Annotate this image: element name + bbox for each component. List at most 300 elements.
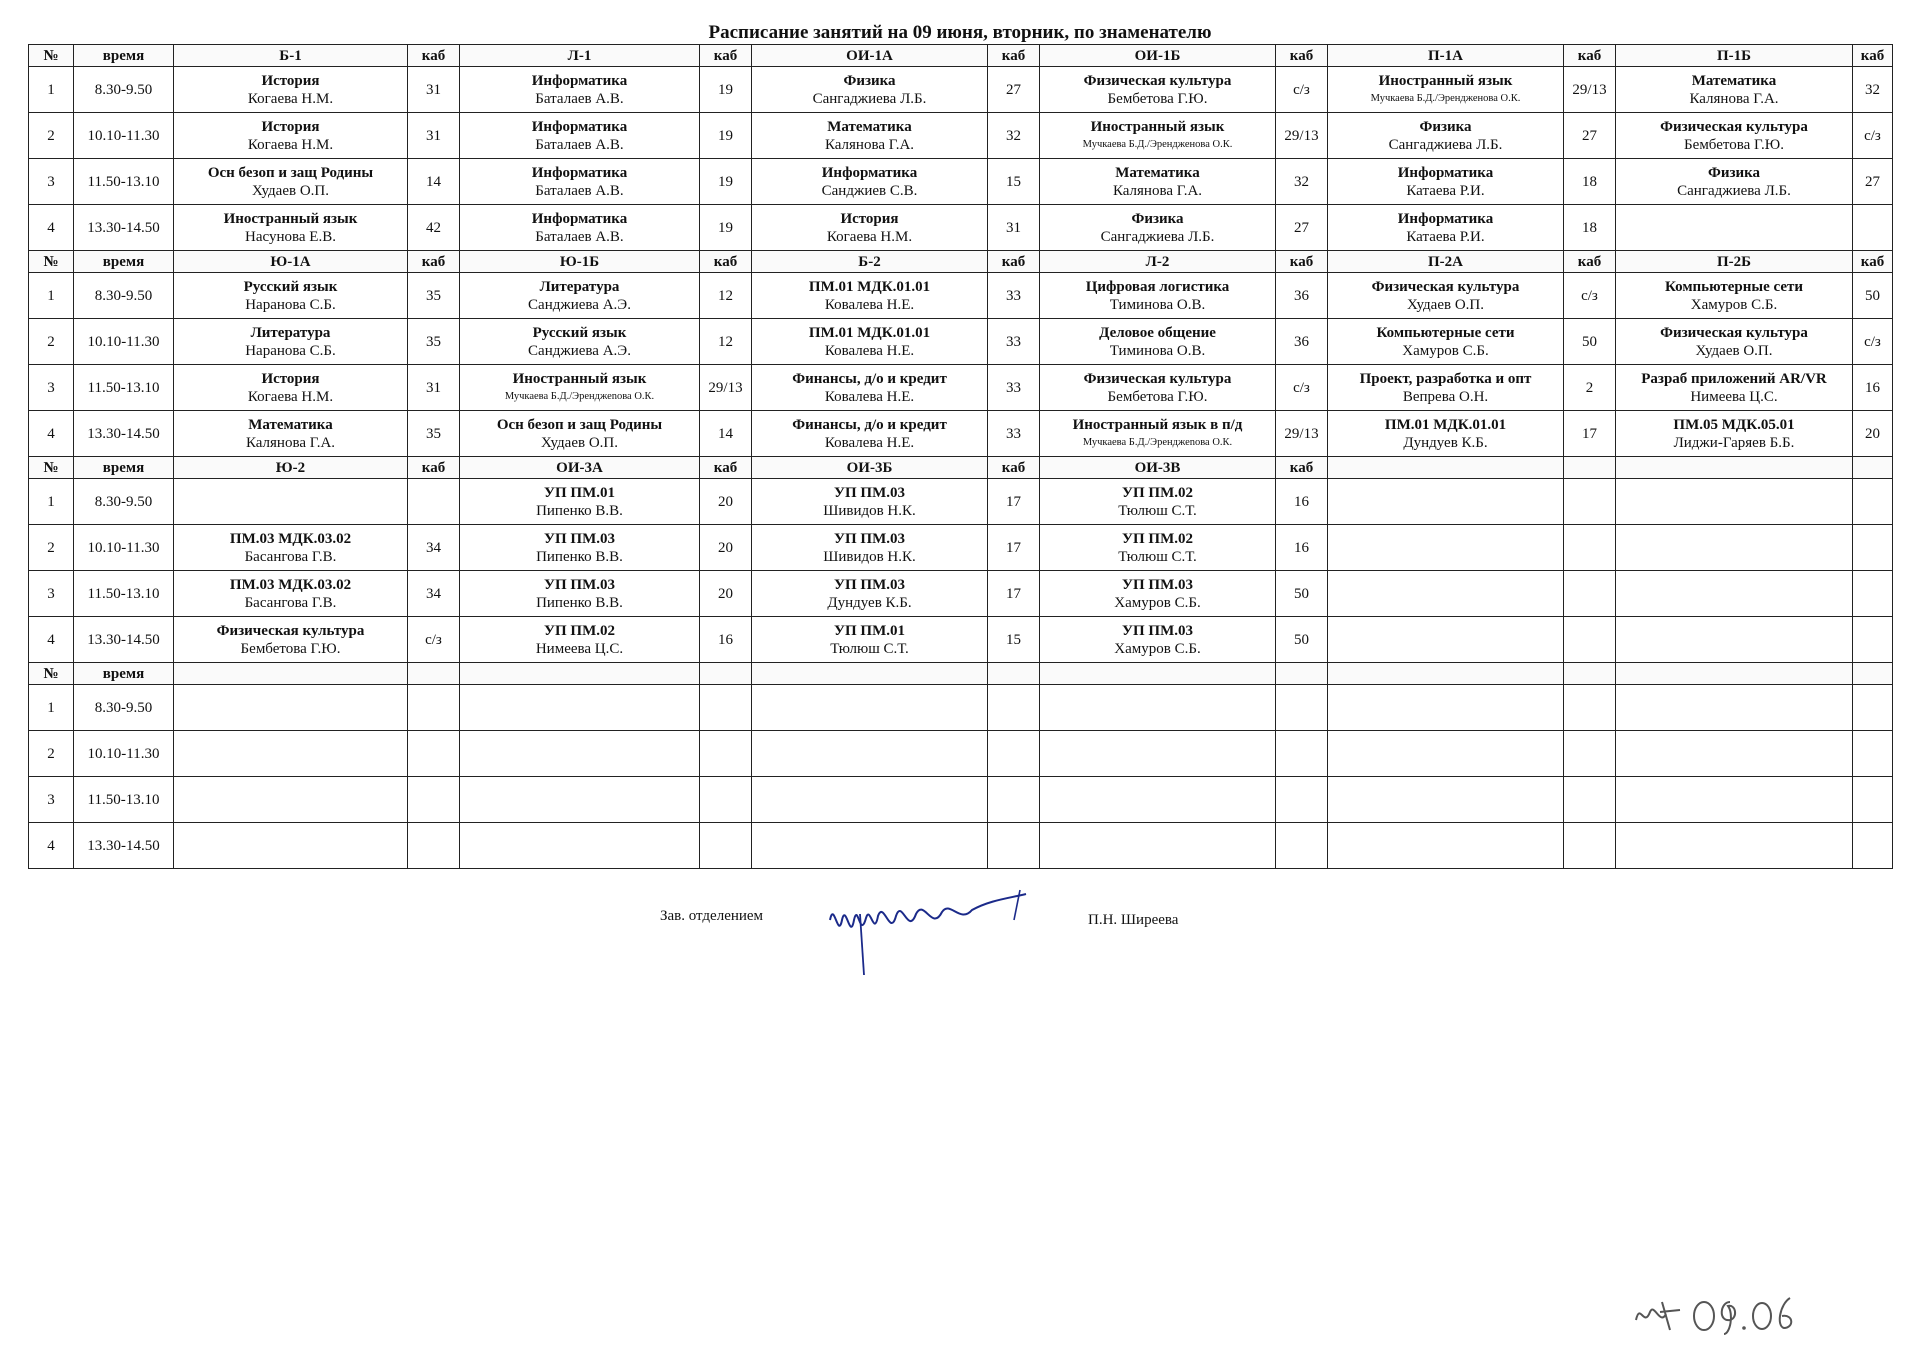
room-number: 31 bbox=[408, 365, 460, 411]
subject-name: Физическая культура bbox=[216, 622, 365, 639]
subject-name: Физика bbox=[1707, 164, 1761, 181]
room-number: 27 bbox=[1853, 159, 1893, 205]
group-header: Л-1 bbox=[460, 45, 700, 67]
room-number: 29/13 bbox=[700, 365, 752, 411]
room-number: 20 bbox=[700, 525, 752, 571]
room-number bbox=[988, 823, 1040, 869]
room-header: каб bbox=[1853, 45, 1893, 67]
lesson-cell bbox=[1328, 319, 1564, 365]
room-number bbox=[988, 777, 1040, 823]
teacher-name: Нимеева Ц.С. bbox=[1690, 388, 1778, 405]
teacher-name: Хамуров С.Б. bbox=[1690, 296, 1778, 313]
lesson-cell bbox=[752, 617, 988, 663]
block-header-row bbox=[29, 45, 1893, 67]
room-number: 19 bbox=[700, 159, 752, 205]
subject-name: Иностранный язык bbox=[1378, 72, 1513, 89]
teacher-name: Ковалева Н.Е. bbox=[824, 296, 915, 313]
room-number: 16 bbox=[1853, 365, 1893, 411]
room-header: каб bbox=[1276, 45, 1328, 67]
group-header bbox=[1616, 663, 1853, 685]
subject-name: Русский язык bbox=[532, 324, 627, 341]
lesson-cell bbox=[1328, 411, 1564, 457]
lesson-cell bbox=[1040, 67, 1276, 113]
teacher-name: Тиминова О.В. bbox=[1109, 342, 1206, 359]
lesson-row bbox=[29, 617, 1893, 663]
lesson-cell bbox=[752, 731, 988, 777]
lesson-cell bbox=[174, 823, 408, 869]
block-header-row bbox=[29, 457, 1893, 479]
room-header bbox=[1564, 457, 1616, 479]
subject-name: Компьютерные сети bbox=[1664, 278, 1804, 295]
room-number: 14 bbox=[408, 159, 460, 205]
room-number: 31 bbox=[408, 67, 460, 113]
room-number: 19 bbox=[700, 67, 752, 113]
lesson-cell bbox=[1040, 823, 1276, 869]
teacher-name: Хамуров С.Б. bbox=[1114, 640, 1201, 657]
room-number bbox=[1564, 777, 1616, 823]
teacher-name: Калянова Г.А. bbox=[824, 136, 915, 153]
lesson-cell bbox=[1328, 365, 1564, 411]
room-number: 32 bbox=[1276, 159, 1328, 205]
room-number bbox=[408, 777, 460, 823]
lesson-cell bbox=[752, 319, 988, 365]
room-number: с/з bbox=[1853, 113, 1893, 159]
group-header: ОИ-3В bbox=[1040, 457, 1276, 479]
subject-name: Финансы, д/о и кредит bbox=[792, 370, 947, 387]
lesson-row bbox=[29, 685, 1893, 731]
subject-name: УП ПМ.02 bbox=[1121, 484, 1193, 501]
lesson-cell bbox=[174, 411, 408, 457]
lesson-time: 13.30-14.50 bbox=[74, 823, 174, 869]
lesson-time: 8.30-9.50 bbox=[74, 273, 174, 319]
subject-name: Иностранный язык в п/д bbox=[1072, 416, 1243, 433]
lesson-cell bbox=[1040, 571, 1276, 617]
room-number: с/з bbox=[408, 617, 460, 663]
teacher-name: Худаев О.П. bbox=[251, 182, 329, 199]
subject-name: Физика bbox=[843, 72, 896, 89]
teacher-name: Шивидов Н.К. bbox=[823, 502, 916, 519]
room-number: с/з bbox=[1853, 319, 1893, 365]
teacher-name: Басангова Г.В. bbox=[244, 594, 337, 611]
lesson-cell bbox=[752, 67, 988, 113]
group-header: Ю-1А bbox=[174, 251, 408, 273]
subject-name: УП ПМ.02 bbox=[1121, 530, 1193, 547]
lesson-cell bbox=[1616, 113, 1853, 159]
lesson-row bbox=[29, 319, 1893, 365]
room-header bbox=[408, 663, 460, 685]
lesson-cell bbox=[1616, 685, 1853, 731]
lesson-cell bbox=[1616, 159, 1853, 205]
subject-name: Физическая культура bbox=[1083, 370, 1232, 387]
group-header bbox=[460, 663, 700, 685]
teacher-name: Насунова Е.В. bbox=[245, 228, 336, 245]
schedule-table bbox=[28, 44, 1893, 869]
lesson-number: 3 bbox=[29, 571, 74, 617]
lesson-row bbox=[29, 365, 1893, 411]
room-number: 35 bbox=[408, 319, 460, 365]
subject-name: Физическая культура bbox=[1371, 278, 1520, 295]
room-number bbox=[1564, 525, 1616, 571]
teacher-name: Баталаев А.В. bbox=[535, 90, 624, 107]
room-number bbox=[1853, 479, 1893, 525]
lesson-cell bbox=[1616, 205, 1853, 251]
subject-name: Иностранный язык bbox=[1090, 118, 1225, 135]
room-header: каб bbox=[988, 45, 1040, 67]
group-header bbox=[174, 663, 408, 685]
room-number bbox=[700, 685, 752, 731]
subject-name: Физика bbox=[1131, 210, 1184, 227]
room-number: с/з bbox=[1276, 67, 1328, 113]
room-header bbox=[1853, 457, 1893, 479]
room-number: 33 bbox=[988, 365, 1040, 411]
lesson-cell bbox=[1328, 731, 1564, 777]
lesson-cell bbox=[174, 159, 408, 205]
lesson-number: 1 bbox=[29, 273, 74, 319]
room-number: с/з bbox=[1276, 365, 1328, 411]
teacher-name: Хамуров С.Б. bbox=[1114, 594, 1201, 611]
lesson-time: 11.50-13.10 bbox=[74, 777, 174, 823]
lesson-cell bbox=[174, 67, 408, 113]
teacher-name: Пипенко В.В. bbox=[536, 502, 623, 519]
lesson-cell bbox=[1328, 571, 1564, 617]
lesson-number: 2 bbox=[29, 731, 74, 777]
room-number bbox=[1853, 777, 1893, 823]
subject-name: Проект, разработка и опт bbox=[1359, 370, 1532, 387]
lesson-cell bbox=[752, 571, 988, 617]
subject-name: История bbox=[840, 210, 899, 227]
group-header: П-1Б bbox=[1616, 45, 1853, 67]
lesson-time: 10.10-11.30 bbox=[74, 113, 174, 159]
lesson-cell bbox=[1040, 525, 1276, 571]
lesson-number: 4 bbox=[29, 823, 74, 869]
group-header: Ю-1Б bbox=[460, 251, 700, 273]
teacher-name: Санджиев С.В. bbox=[821, 182, 918, 199]
room-number bbox=[1276, 823, 1328, 869]
room-number: 36 bbox=[1276, 273, 1328, 319]
room-header: каб bbox=[1564, 45, 1616, 67]
teacher-name: Лиджи-Гаряев Б.Б. bbox=[1673, 434, 1795, 451]
lesson-cell bbox=[174, 777, 408, 823]
lesson-row bbox=[29, 823, 1893, 869]
lesson-cell bbox=[460, 731, 700, 777]
room-header: каб bbox=[988, 251, 1040, 273]
subject-name: ПМ.01 МДК.01.01 bbox=[1384, 416, 1507, 433]
room-number: 34 bbox=[408, 571, 460, 617]
teacher-name: Сангаджиева Л.Б. bbox=[1677, 182, 1791, 199]
room-number bbox=[1564, 823, 1616, 869]
lesson-cell bbox=[460, 67, 700, 113]
lesson-cell bbox=[460, 777, 700, 823]
teacher-name: Басангова Г.В. bbox=[244, 548, 337, 565]
subject-name: УП ПМ.03 bbox=[833, 530, 905, 547]
room-number bbox=[1853, 205, 1893, 251]
group-header: ОИ-1Б bbox=[1040, 45, 1276, 67]
teacher-name: Сангаджиева Л.Б. bbox=[812, 90, 927, 107]
lesson-cell bbox=[1040, 319, 1276, 365]
group-header bbox=[752, 663, 988, 685]
room-header: каб bbox=[1853, 251, 1893, 273]
lesson-cell bbox=[1040, 685, 1276, 731]
lesson-cell bbox=[1040, 411, 1276, 457]
lesson-cell bbox=[1040, 479, 1276, 525]
teacher-name: Бембетова Г.Ю. bbox=[240, 640, 341, 657]
teacher-name: Бембетова Г.Ю. bbox=[1107, 388, 1208, 405]
subject-name: Финансы, д/о и кредит bbox=[792, 416, 947, 433]
lesson-cell bbox=[752, 525, 988, 571]
lesson-cell bbox=[752, 411, 988, 457]
subject-name: Информатика bbox=[531, 118, 628, 135]
lesson-cell bbox=[174, 731, 408, 777]
page-title: Расписание занятий на 09 июня, вторник, по знаменателю bbox=[708, 22, 1212, 43]
lesson-cell bbox=[1328, 113, 1564, 159]
room-number: 16 bbox=[1276, 479, 1328, 525]
teacher-name: Вепрева О.Н. bbox=[1402, 388, 1489, 405]
teacher-name: Мучкаева Б.Д./Эренджеnова О.К. bbox=[504, 390, 655, 402]
lesson-cell bbox=[752, 113, 988, 159]
lesson-cell bbox=[174, 525, 408, 571]
subject-name: Физическая культура bbox=[1660, 324, 1808, 341]
room-number: 29/13 bbox=[1276, 113, 1328, 159]
group-header: Ю-2 bbox=[174, 457, 408, 479]
lesson-row bbox=[29, 411, 1893, 457]
room-number bbox=[408, 479, 460, 525]
subject-name: Информатика bbox=[531, 210, 628, 227]
lesson-time: 8.30-9.50 bbox=[74, 479, 174, 525]
group-header bbox=[1040, 663, 1276, 685]
subject-name: УП ПМ.03 bbox=[1121, 576, 1193, 593]
subject-name: Литература bbox=[539, 278, 620, 295]
lesson-cell bbox=[460, 113, 700, 159]
room-number: 35 bbox=[408, 273, 460, 319]
lesson-cell bbox=[460, 319, 700, 365]
subject-name: УП ПМ.03 bbox=[543, 530, 615, 547]
subject-name: Информатика bbox=[531, 164, 628, 181]
room-number bbox=[1564, 617, 1616, 663]
lesson-time: 8.30-9.50 bbox=[74, 67, 174, 113]
lesson-cell bbox=[1040, 113, 1276, 159]
subject-name: ПМ.01 МДК.01.01 bbox=[808, 324, 931, 341]
room-number bbox=[988, 685, 1040, 731]
subject-name: Разраб приложений AR/VR bbox=[1641, 370, 1827, 387]
room-number: 50 bbox=[1276, 571, 1328, 617]
room-number: 33 bbox=[988, 319, 1040, 365]
teacher-name: Калянова Г.А. bbox=[1112, 182, 1203, 199]
teacher-name: Наранова С.Б. bbox=[245, 342, 336, 359]
room-number: 50 bbox=[1853, 273, 1893, 319]
lesson-cell bbox=[174, 113, 408, 159]
subject-name: Физическая культура bbox=[1083, 72, 1232, 89]
subject-name: УП ПМ.01 bbox=[543, 484, 615, 501]
num-header: № bbox=[29, 45, 74, 67]
teacher-name: Дундуев К.Б. bbox=[1403, 434, 1488, 451]
lesson-number: 2 bbox=[29, 113, 74, 159]
subject-name: Компьютерные сети bbox=[1376, 324, 1515, 341]
teacher-name: Когаева Н.М. bbox=[247, 90, 334, 107]
lesson-cell bbox=[752, 479, 988, 525]
lesson-cell bbox=[174, 617, 408, 663]
room-header bbox=[1276, 663, 1328, 685]
teacher-name: Шивидов Н.К. bbox=[823, 548, 916, 565]
lesson-cell bbox=[460, 273, 700, 319]
signature-image bbox=[820, 880, 1040, 985]
subject-name: Осн безоп и защ Родины bbox=[207, 164, 374, 181]
teacher-name: Баталаев А.В. bbox=[535, 182, 624, 199]
room-number: 50 bbox=[1276, 617, 1328, 663]
room-number: 33 bbox=[988, 273, 1040, 319]
room-header: каб bbox=[700, 45, 752, 67]
lesson-cell bbox=[1040, 617, 1276, 663]
lesson-cell bbox=[1328, 525, 1564, 571]
teacher-name: Калянова Г.А. bbox=[1689, 90, 1779, 107]
lesson-number: 1 bbox=[29, 67, 74, 113]
teacher-name: Баталаев А.В. bbox=[535, 136, 624, 153]
subject-name: Математика bbox=[827, 118, 912, 135]
room-number: 18 bbox=[1564, 205, 1616, 251]
teacher-name: Когаева Н.М. bbox=[247, 388, 334, 405]
room-number bbox=[1853, 617, 1893, 663]
group-header bbox=[1328, 663, 1564, 685]
room-number: 33 bbox=[988, 411, 1040, 457]
room-header: каб bbox=[1276, 251, 1328, 273]
lesson-number: 4 bbox=[29, 205, 74, 251]
teacher-name: Дундуев К.Б. bbox=[827, 594, 912, 611]
lesson-cell bbox=[460, 205, 700, 251]
lesson-number: 2 bbox=[29, 525, 74, 571]
teacher-name: Тюлюш С.Т. bbox=[830, 640, 909, 657]
room-number: 27 bbox=[988, 67, 1040, 113]
lesson-cell bbox=[1616, 411, 1853, 457]
time-header: время bbox=[74, 45, 174, 67]
block-header-row bbox=[29, 251, 1893, 273]
lesson-cell bbox=[1328, 479, 1564, 525]
room-header: каб bbox=[700, 251, 752, 273]
room-header: каб bbox=[700, 457, 752, 479]
subject-name: Иностранный язык bbox=[223, 210, 358, 227]
room-header: каб bbox=[408, 45, 460, 67]
footer-position-label: Зав. отделением bbox=[660, 908, 764, 924]
block-header-row bbox=[29, 663, 1893, 685]
teacher-name: Бембетова Г.Ю. bbox=[1684, 136, 1784, 153]
teacher-name: Сангаджиева Л.Б. bbox=[1100, 228, 1215, 245]
lesson-row bbox=[29, 571, 1893, 617]
lesson-time: 13.30-14.50 bbox=[74, 617, 174, 663]
subject-name: История bbox=[261, 72, 320, 89]
room-number bbox=[700, 777, 752, 823]
lesson-cell bbox=[1040, 777, 1276, 823]
lesson-cell bbox=[1040, 159, 1276, 205]
room-number: 20 bbox=[1853, 411, 1893, 457]
lesson-time: 11.50-13.10 bbox=[74, 365, 174, 411]
lesson-cell bbox=[460, 159, 700, 205]
room-number: 36 bbox=[1276, 319, 1328, 365]
room-number: 17 bbox=[1564, 411, 1616, 457]
room-number: 12 bbox=[700, 273, 752, 319]
lesson-cell bbox=[460, 685, 700, 731]
lesson-cell bbox=[1328, 273, 1564, 319]
lesson-number: 1 bbox=[29, 479, 74, 525]
lesson-cell bbox=[174, 479, 408, 525]
room-number: 15 bbox=[988, 617, 1040, 663]
lesson-time: 10.10-11.30 bbox=[74, 525, 174, 571]
lesson-cell bbox=[752, 685, 988, 731]
room-number: 42 bbox=[408, 205, 460, 251]
lesson-cell bbox=[1616, 571, 1853, 617]
room-number bbox=[1564, 479, 1616, 525]
room-number bbox=[1276, 731, 1328, 777]
room-header: каб bbox=[1564, 251, 1616, 273]
subject-name: Русский язык bbox=[243, 278, 338, 295]
subject-name: УП ПМ.03 bbox=[543, 576, 615, 593]
room-number: 15 bbox=[988, 159, 1040, 205]
lesson-cell bbox=[460, 365, 700, 411]
room-number bbox=[1853, 731, 1893, 777]
lesson-row bbox=[29, 479, 1893, 525]
room-number bbox=[1564, 571, 1616, 617]
subject-name: Математика bbox=[1115, 164, 1200, 181]
teacher-name: Тиминова О.В. bbox=[1109, 296, 1206, 313]
room-number bbox=[1853, 685, 1893, 731]
subject-name: Деловое общение bbox=[1099, 324, 1216, 341]
subject-name: Математика bbox=[1691, 72, 1777, 89]
subject-name: УП ПМ.03 bbox=[833, 576, 905, 593]
teacher-name: Когаева Н.М. bbox=[247, 136, 334, 153]
room-header bbox=[1564, 663, 1616, 685]
subject-name: УП ПМ.03 bbox=[1121, 622, 1193, 639]
room-number: 32 bbox=[988, 113, 1040, 159]
teacher-name: Худаев О.П. bbox=[540, 434, 618, 451]
lesson-row bbox=[29, 525, 1893, 571]
teacher-name: Баталаев А.В. bbox=[535, 228, 624, 245]
lesson-cell bbox=[1616, 823, 1853, 869]
room-number bbox=[700, 731, 752, 777]
lesson-time: 11.50-13.10 bbox=[74, 159, 174, 205]
room-number: 50 bbox=[1564, 319, 1616, 365]
lesson-row bbox=[29, 205, 1893, 251]
group-header: ОИ-1А bbox=[752, 45, 988, 67]
room-number: 12 bbox=[700, 319, 752, 365]
lesson-cell bbox=[1328, 67, 1564, 113]
num-header: № bbox=[29, 457, 74, 479]
room-number: 27 bbox=[1276, 205, 1328, 251]
lesson-row bbox=[29, 113, 1893, 159]
room-number: 16 bbox=[700, 617, 752, 663]
room-number: 19 bbox=[700, 205, 752, 251]
teacher-name: Тюлюш С.Т. bbox=[1118, 548, 1197, 565]
subject-name: УП ПМ.02 bbox=[543, 622, 615, 639]
teacher-name: Ковалева Н.Е. bbox=[824, 388, 915, 405]
time-header: время bbox=[74, 663, 174, 685]
lesson-row bbox=[29, 777, 1893, 823]
lesson-cell bbox=[1616, 731, 1853, 777]
room-number bbox=[1564, 685, 1616, 731]
lesson-cell bbox=[1616, 365, 1853, 411]
lesson-cell bbox=[460, 823, 700, 869]
room-number bbox=[408, 823, 460, 869]
subject-name: Информатика bbox=[531, 72, 628, 89]
subject-name: Информатика bbox=[1397, 164, 1494, 181]
subject-name: ПМ.01 МДК.01.01 bbox=[808, 278, 931, 295]
lesson-cell bbox=[1040, 731, 1276, 777]
room-header bbox=[988, 663, 1040, 685]
lesson-time: 11.50-13.10 bbox=[74, 571, 174, 617]
lesson-cell bbox=[1616, 617, 1853, 663]
lesson-cell bbox=[1328, 159, 1564, 205]
lesson-cell bbox=[1328, 205, 1564, 251]
room-number: 35 bbox=[408, 411, 460, 457]
subject-name: Физическая культура bbox=[1660, 118, 1808, 135]
handwritten-date-note bbox=[1630, 1282, 1800, 1343]
lesson-number: 2 bbox=[29, 319, 74, 365]
